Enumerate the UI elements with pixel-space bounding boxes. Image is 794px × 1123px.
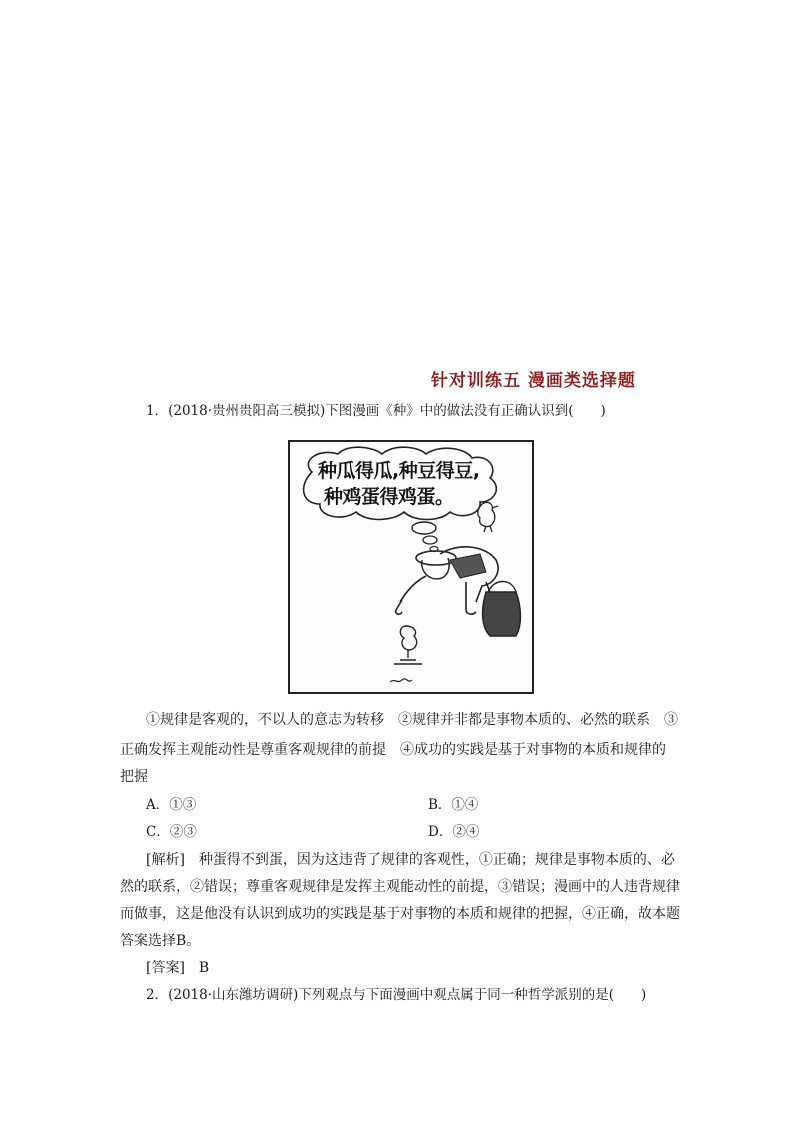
small-bird [478, 502, 498, 532]
thought-dot-1 [412, 522, 436, 534]
chick-sprout [394, 626, 422, 664]
statement-line-3: 把握 [120, 769, 148, 785]
analysis-line-2: 然的联系，②错误；尊重客观规律是发挥主观能动性的前提，③错误；漫画中的人违背规律 [120, 879, 680, 895]
option-b: B．①④ [428, 797, 479, 813]
option-a: A．①③ [146, 797, 197, 813]
page-title: 针对训练五 漫画类选择题 [431, 371, 636, 391]
analysis-line-1 [146, 850, 675, 870]
analysis-line-4: 答案选择B。 [120, 933, 201, 949]
thought-dot-2 [423, 536, 437, 544]
cartoon-image [288, 440, 534, 694]
question-2-stem: 2．(2018·山东潍坊调研)下列观点与下面漫画中观点属于同一种哲学派别的是( ) [146, 987, 647, 1003]
analysis-text-1: 种蛋得不到蛋，因为这违背了规律的客观性，①正确；规律是事物本质的、必 [184, 852, 675, 868]
option-c: C．②③ [146, 824, 197, 840]
analysis-tag: [解析] [146, 852, 185, 868]
cartoon-caption-line-2: 种鸡蛋得鸡蛋。 [324, 486, 454, 508]
option-d: D．②④ [428, 824, 480, 840]
statement-line-2: 正确发挥主观能动性是尊重客观规律的前提 ④成功的实践是基于对事物的本质和规律的 [120, 742, 666, 758]
cartoon-caption-line-1: 种瓜得瓜,种豆得豆, [318, 460, 480, 482]
question-1-stem: 1．(2018·贵州贵阳高三模拟)下图漫画《种》中的做法没有正确认识到( ) [146, 403, 606, 419]
answer-line [146, 958, 209, 978]
basket [483, 592, 521, 636]
basket-handle [488, 582, 516, 593]
farmer-arm [396, 576, 426, 614]
answer-tag: [答案] [146, 960, 185, 976]
answer-value: B [184, 960, 210, 976]
artist-signature [390, 679, 412, 682]
analysis-line-3: 而做事，这是他没有认识到成功的实践是基于对事物的本质和规律的把握，④正确，故本题 [120, 906, 680, 922]
statement-line-1: ①规律是客观的，不以人的意志为转移 ②规律并非都是事物本质的、必然的联系 ③ [146, 712, 678, 728]
